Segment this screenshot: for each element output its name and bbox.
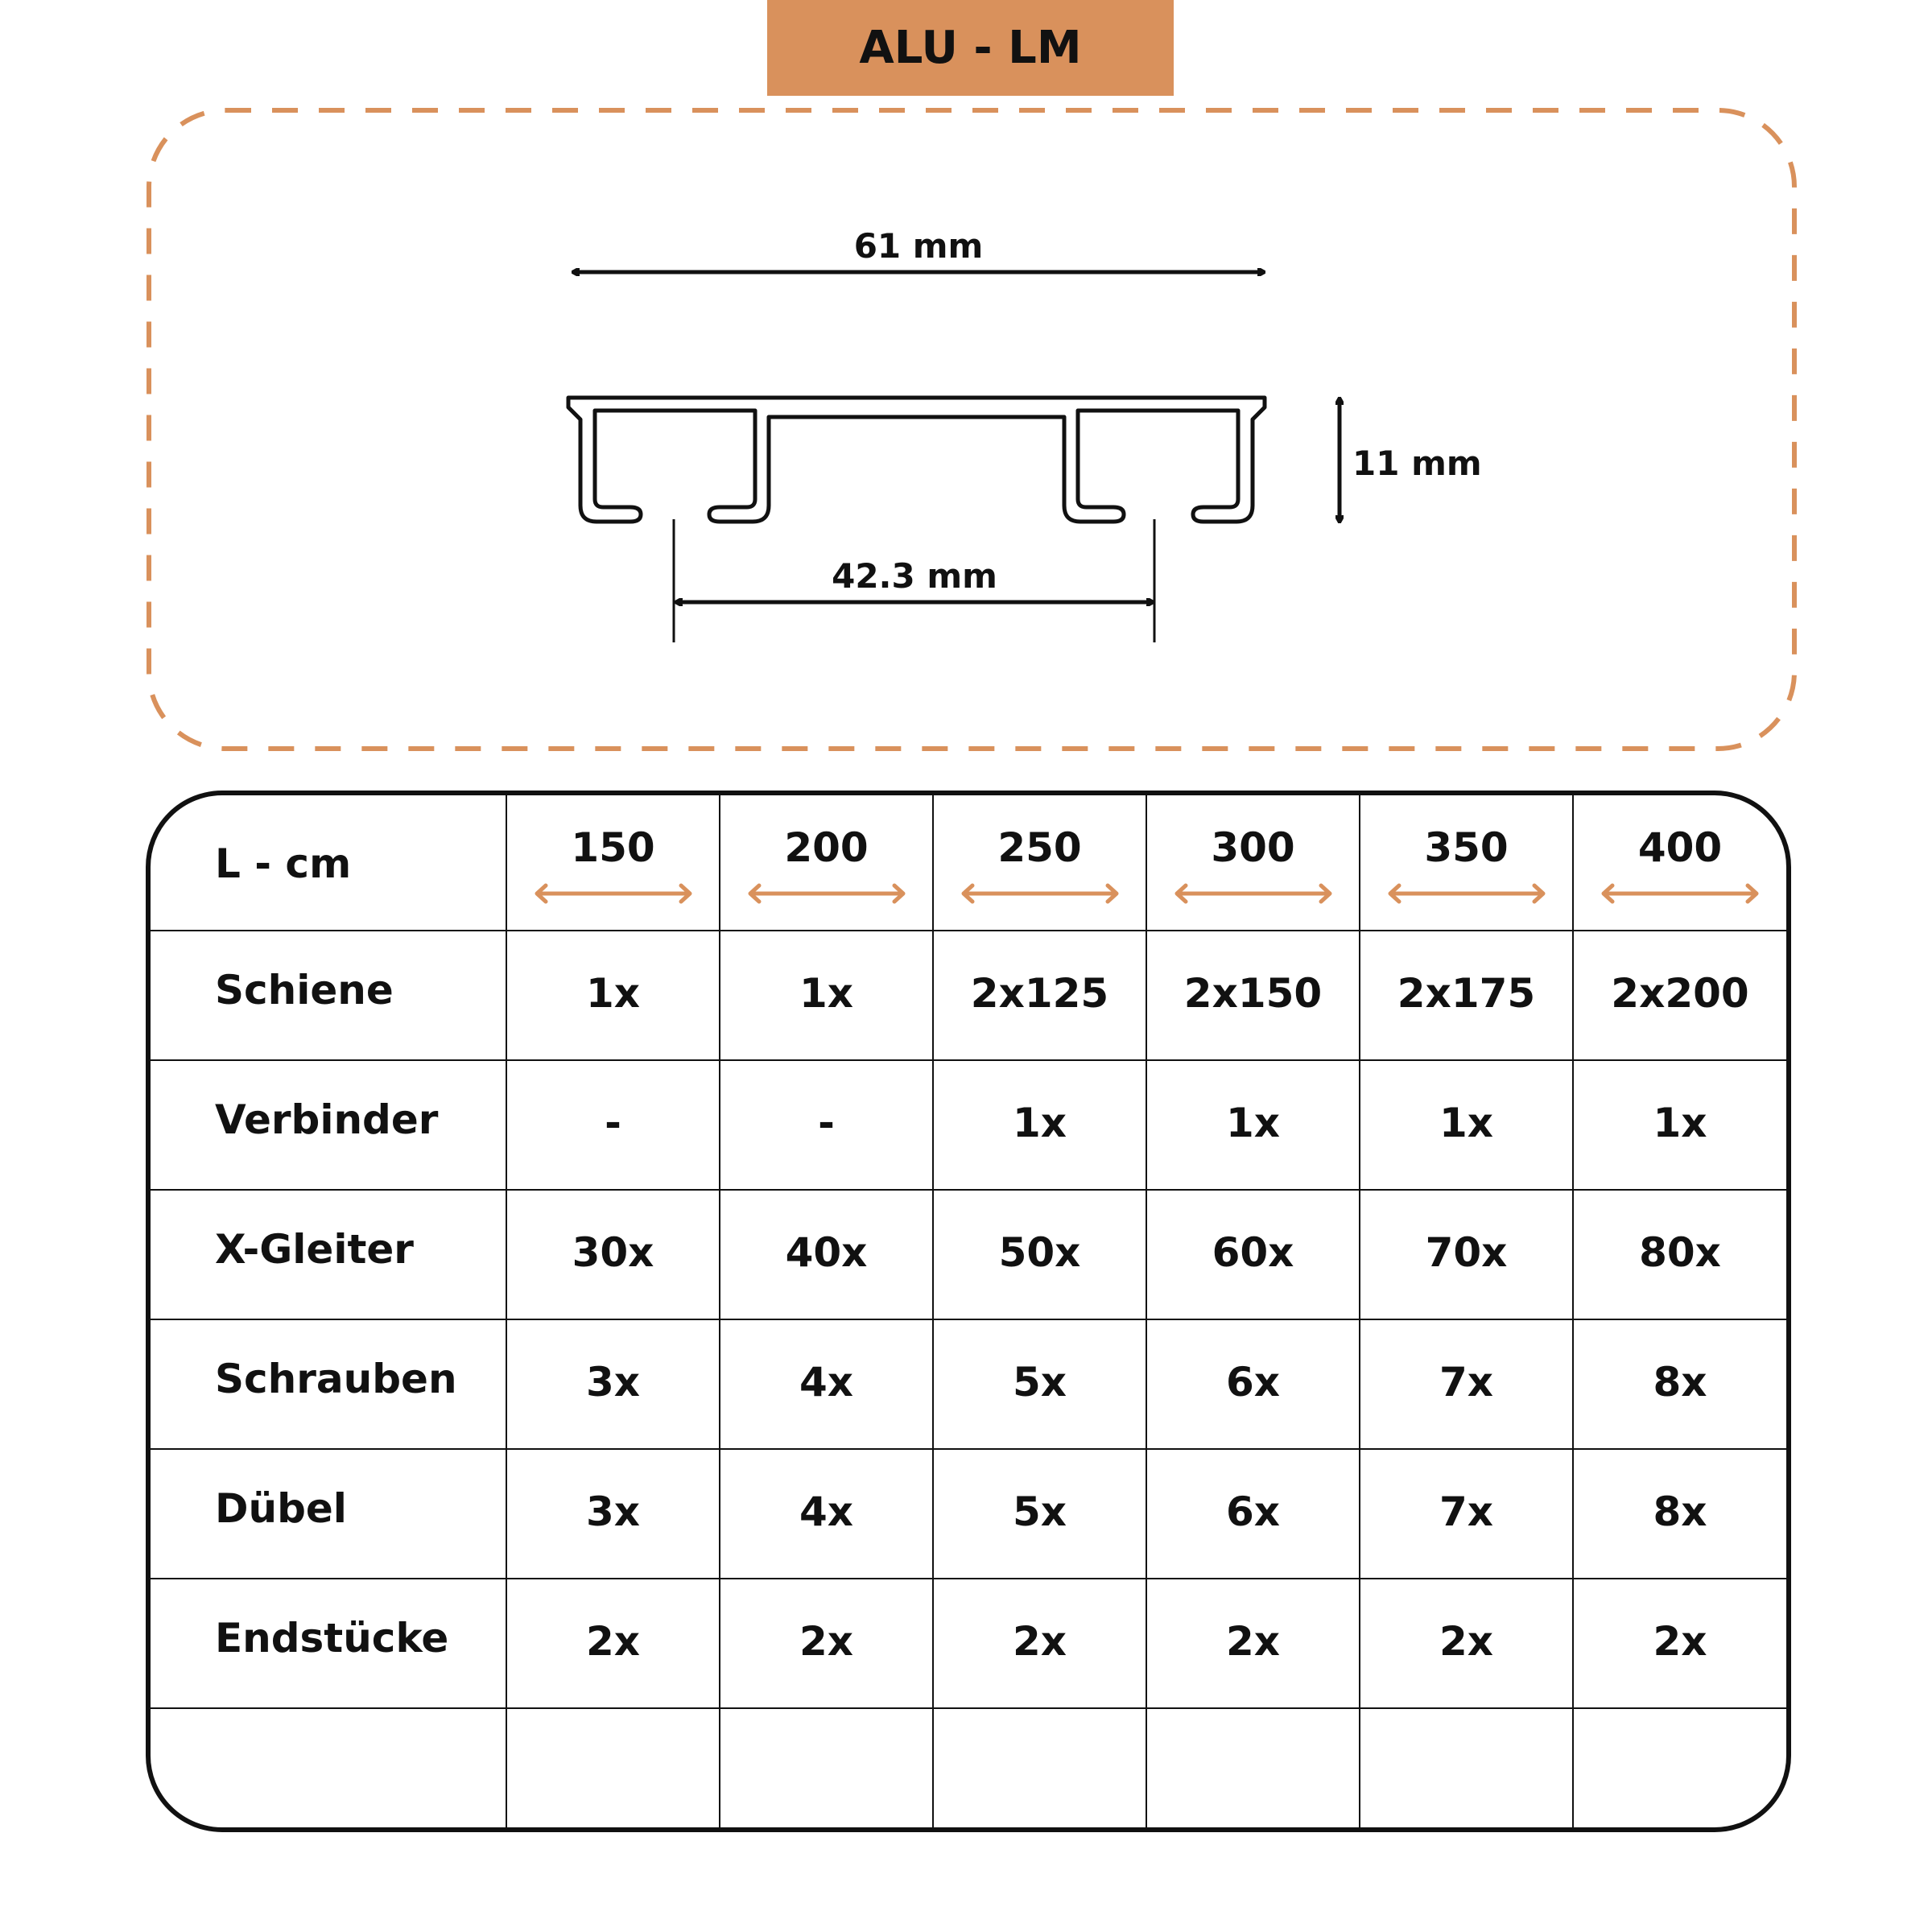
length-value: 250 [997, 824, 1082, 871]
row-label: Verbinder [215, 1096, 439, 1143]
table-row [151, 1190, 1786, 1319]
cell-value: 1x [585, 970, 641, 1017]
cell-value: 6x [1225, 1488, 1281, 1535]
row-label: Schiene [215, 967, 394, 1013]
table-cell [1360, 1060, 1573, 1190]
length-double-arrow-icon [960, 882, 1121, 905]
table-cell [506, 1708, 720, 1832]
table-cell [1360, 1190, 1573, 1319]
cell-value: 60x [1212, 1229, 1294, 1276]
table-cell [1146, 1319, 1360, 1449]
inner-width-dimension-label: 42.3 mm [832, 556, 997, 596]
length-header-cell [506, 795, 720, 931]
table-cell [1360, 1449, 1573, 1579]
cell-value [720, 1709, 932, 1748]
table-cell [1573, 1579, 1786, 1708]
table-row [151, 931, 1786, 1060]
table-cell [1146, 1190, 1360, 1319]
length-double-arrow-icon [1173, 882, 1334, 905]
table-cell [720, 1708, 933, 1832]
cell-value: 80x [1639, 1229, 1721, 1276]
cell-value: 8x [1653, 1488, 1707, 1535]
cell-value: 8x [1653, 1359, 1707, 1406]
cell-value: 2x150 [1183, 970, 1323, 1017]
cell-value [934, 1709, 1146, 1748]
row-label: Dübel [215, 1485, 347, 1532]
table-cell [506, 1319, 720, 1449]
row-label: X-Gleiter [215, 1226, 414, 1273]
table-cell [1573, 1708, 1786, 1832]
row-label-cell [151, 1579, 506, 1708]
cell-value: 5x [1012, 1359, 1067, 1406]
parts-table-frame [146, 791, 1791, 1832]
table-cell [720, 1449, 933, 1579]
table-cell [933, 1060, 1146, 1190]
table-row [151, 1319, 1786, 1449]
table-cell [1573, 1060, 1786, 1190]
table-cell [1573, 1190, 1786, 1319]
length-value: 350 [1424, 824, 1509, 871]
table-cell [1573, 1319, 1786, 1449]
table-cell [933, 1449, 1146, 1579]
length-double-arrow-icon [1386, 882, 1547, 905]
table-cell [933, 1579, 1146, 1708]
table-cell [933, 1190, 1146, 1319]
cell-value: 7x [1439, 1488, 1494, 1535]
length-header-cell [1573, 795, 1786, 931]
header-label: L - cm [215, 840, 352, 887]
length-value: 300 [1211, 824, 1295, 871]
cell-value: 1x [1225, 1100, 1281, 1146]
cell-value: - [818, 1100, 835, 1146]
cell-value: 2x200 [1611, 970, 1749, 1017]
cell-value: 2x [799, 1618, 854, 1665]
table-cell [1360, 1579, 1573, 1708]
cell-value: 4x [799, 1359, 854, 1406]
row-label-cell [151, 1319, 506, 1449]
row-label-cell [151, 1060, 506, 1190]
table-cell [720, 931, 933, 1060]
table-cell [720, 1319, 933, 1449]
parts-table [151, 795, 1786, 1832]
cell-value: - [605, 1100, 621, 1146]
cell-value: 70x [1425, 1229, 1508, 1276]
table-cell [1360, 931, 1573, 1060]
cell-value: 40x [785, 1229, 868, 1276]
profile-diagram [0, 0, 1932, 773]
table-cell [933, 1708, 1146, 1832]
cell-value: 1x [1439, 1100, 1494, 1146]
row-label: Endstücke [215, 1615, 449, 1662]
cell-value: 1x [799, 970, 854, 1017]
table-cell [506, 1060, 720, 1190]
page-title: ALU - LM [859, 22, 1082, 74]
cell-value: 1x [1653, 1100, 1707, 1146]
row-label-cell [151, 1708, 506, 1832]
length-header-cell [720, 795, 933, 931]
cell-value: 2x [1225, 1618, 1281, 1665]
length-header-cell [1146, 795, 1360, 931]
cell-value: 2x [585, 1618, 641, 1665]
cell-value: 3x [585, 1488, 641, 1535]
cell-value [1147, 1709, 1359, 1748]
cell-value: 2x [1012, 1618, 1067, 1665]
cell-value: 4x [799, 1488, 854, 1535]
height-dimension-label: 11 mm [1352, 444, 1482, 483]
cell-value [1574, 1709, 1786, 1748]
table-row [151, 1449, 1786, 1579]
cell-value: 50x [998, 1229, 1081, 1276]
cell-value: 2x125 [970, 970, 1109, 1017]
table-cell [1146, 1708, 1360, 1832]
table-row [151, 1579, 1786, 1708]
length-double-arrow-icon [533, 882, 694, 905]
cell-value: 6x [1225, 1359, 1281, 1406]
table-cell [933, 1319, 1146, 1449]
cell-value: 30x [572, 1229, 654, 1276]
cell-value: 1x [1012, 1100, 1067, 1146]
table-cell [506, 1190, 720, 1319]
cell-value: 5x [1012, 1488, 1067, 1535]
table-cell [506, 931, 720, 1060]
rail-profile-outline [568, 398, 1265, 522]
cell-value: 2x175 [1397, 970, 1536, 1017]
length-double-arrow-icon [1600, 882, 1761, 905]
table-cell [720, 1060, 933, 1190]
length-value: 150 [571, 824, 655, 871]
table-cell [1573, 931, 1786, 1060]
width-dimension-label: 61 mm [853, 226, 984, 266]
table-cell [506, 1579, 720, 1708]
length-double-arrow-icon [746, 882, 907, 905]
table-cell [720, 1579, 933, 1708]
length-header-cell [933, 795, 1146, 931]
table-cell [506, 1449, 720, 1579]
cell-value: 2x [1653, 1618, 1707, 1665]
table-row [151, 1060, 1786, 1190]
length-value: 200 [784, 824, 869, 871]
length-value: 400 [1637, 824, 1723, 871]
row-label-cell [151, 1190, 506, 1319]
row-label-cell [151, 1449, 506, 1579]
table-cell [720, 1190, 933, 1319]
table-cell [1360, 1708, 1573, 1832]
cell-value: 2x [1439, 1618, 1494, 1665]
dashed-frame [149, 110, 1794, 749]
row-label: Schrauben [215, 1356, 457, 1402]
header-label-cell [151, 795, 506, 931]
table-row [151, 1708, 1786, 1832]
row-label-cell [151, 931, 506, 1060]
length-header-cell [1360, 795, 1573, 931]
table-header-row [151, 795, 1786, 931]
cell-value: 7x [1439, 1359, 1494, 1406]
cell-value [1360, 1709, 1572, 1748]
table-cell [1146, 1060, 1360, 1190]
table-cell [1573, 1449, 1786, 1579]
table-cell [1146, 931, 1360, 1060]
cell-value [507, 1709, 719, 1748]
table-cell [933, 931, 1146, 1060]
table-cell [1146, 1579, 1360, 1708]
cell-value: 3x [585, 1359, 641, 1406]
table-cell [1146, 1449, 1360, 1579]
table-cell [1360, 1319, 1573, 1449]
